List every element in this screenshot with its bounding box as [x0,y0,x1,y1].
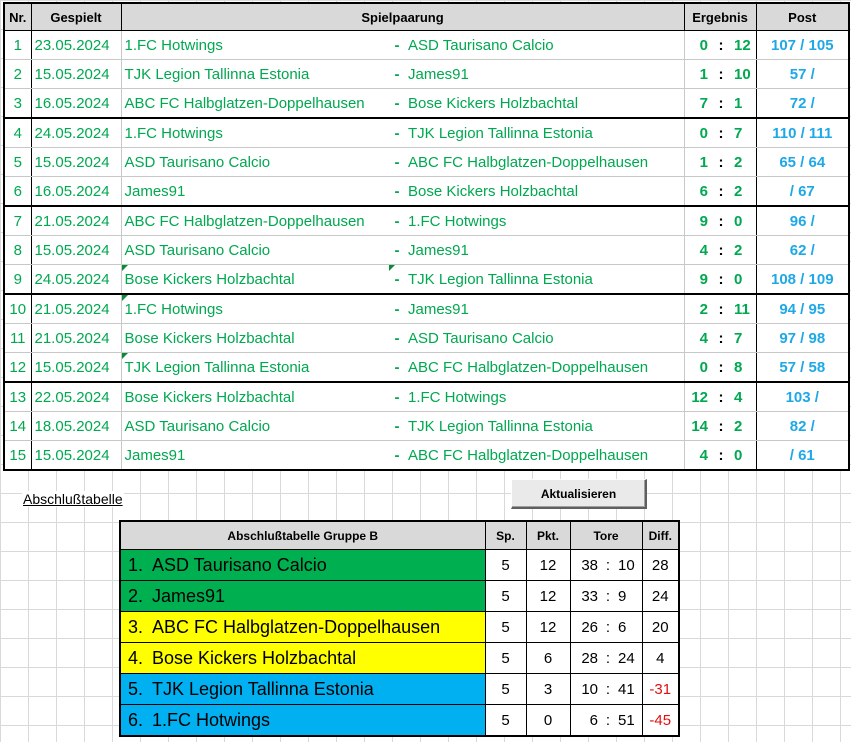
match-row [4,382,849,412]
score-colon: : [714,382,728,412]
match-date: 24.05.2024 [31,118,121,148]
home-goals: 14 [684,412,714,441]
games-played: 5 [485,612,526,643]
score-colon: : [714,89,728,119]
pairing-separator: - [389,31,405,60]
home-team: James91 [121,441,389,471]
home-team: 1.FC Hotwings [121,31,389,60]
match-row [4,148,849,177]
away-goals: 12 [728,31,756,60]
away-team: ABC FC Halbglatzen-Doppelhausen [405,353,684,383]
home-goals: 1 [684,60,714,89]
points: 6 [526,643,570,674]
standings-team-cell [120,674,485,705]
home-goals: 0 [684,31,714,60]
header-result: Ergebnis [684,3,756,31]
pairing-separator: - [389,353,405,383]
away-goals: 2 [728,412,756,441]
match-row [4,265,849,295]
away-team: 1.FC Hotwings [405,206,684,236]
match-number: 11 [4,324,31,353]
home-goals: 6 [684,177,714,207]
away-goals: 0 [728,441,756,471]
score-colon: : [714,353,728,383]
goals-against: 6 [614,612,642,643]
pairing-separator: - [389,177,405,207]
pairing-separator: - [389,118,405,148]
match-number: 3 [4,89,31,119]
score-colon: : [714,148,728,177]
away-goals: 2 [728,177,756,207]
post-ids: 107 / 105 [756,31,849,60]
pairing-separator: - [389,89,405,119]
points: 3 [526,674,570,705]
post-ids: 65 / 64 [756,148,849,177]
home-goals: 4 [684,236,714,265]
match-row [4,412,849,441]
goals-against: 51 [614,705,642,737]
match-number: 4 [4,118,31,148]
match-date: 24.05.2024 [31,265,121,295]
score-colon: : [714,412,728,441]
match-row [4,60,849,89]
goals-against: 10 [614,550,642,581]
abschlusstabelle-link[interactable]: Abschlußtabelle [23,491,123,507]
home-team: 1.FC Hotwings [121,118,389,148]
match-row [4,118,849,148]
post-ids: 96 / [756,206,849,236]
home-team: Bose Kickers Holzbachtal [121,382,389,412]
goals-colon: : [602,674,614,705]
post-ids: 82 / [756,412,849,441]
header-post: Post [756,3,849,31]
match-number: 8 [4,236,31,265]
score-colon: : [714,294,728,324]
header-pairing: Spielpaarung [121,3,684,31]
goal-difference: 20 [642,612,679,643]
home-team: TJK Legion Tallinna Estonia [121,353,389,383]
match-row [4,441,849,471]
standings-header-row [120,521,679,550]
match-row [4,206,849,236]
match-date: 15.05.2024 [31,236,121,265]
goals-colon: : [602,705,614,737]
match-date: 15.05.2024 [31,441,121,471]
standings-team-name: TJK Legion Tallinna Estonia [152,678,374,699]
header-tore: Tore [570,521,642,550]
home-team: 1.FC Hotwings [121,294,389,324]
match-number: 2 [4,60,31,89]
pairing-separator: - [389,294,405,324]
away-team: Bose Kickers Holzbachtal [405,89,684,119]
pairing-separator: - [389,324,405,353]
home-team: Bose Kickers Holzbachtal [121,265,389,295]
match-date: 21.05.2024 [31,206,121,236]
score-colon: : [714,441,728,471]
goals-colon: : [602,643,614,674]
away-goals: 2 [728,148,756,177]
home-goals: 9 [684,206,714,236]
score-colon: : [714,236,728,265]
goal-difference: -31 [642,674,679,705]
goals-colon: : [602,612,614,643]
standings-row [120,674,679,705]
pairing-separator: - [389,148,405,177]
goal-difference: -45 [642,705,679,737]
away-team: ABC FC Halbglatzen-Doppelhausen [405,148,684,177]
away-team: ASD Taurisano Calcio [405,31,684,60]
standings-team-cell [120,550,485,581]
away-team: James91 [405,294,684,324]
header-pkt: Pkt. [526,521,570,550]
goals-against: 24 [614,643,642,674]
home-goals: 7 [684,89,714,119]
goals-colon: : [602,550,614,581]
match-number: 5 [4,148,31,177]
standings-team-cell [120,705,485,737]
post-ids: 110 / 111 [756,118,849,148]
home-team: ASD Taurisano Calcio [121,148,389,177]
post-ids: 108 / 109 [756,265,849,295]
standings-team-name: 1.FC Hotwings [152,709,271,730]
post-ids: 62 / [756,236,849,265]
standings-team-name: James91 [152,585,226,606]
games-played: 5 [485,643,526,674]
match-number: 1 [4,31,31,60]
header-nr: Nr. [4,3,31,31]
match-date: 18.05.2024 [31,412,121,441]
away-team: TJK Legion Tallinna Estonia [405,118,684,148]
away-goals: 11 [728,294,756,324]
update-button[interactable]: Aktualisieren [511,479,647,509]
away-team: TJK Legion Tallinna Estonia [405,265,684,295]
games-played: 5 [485,674,526,705]
home-goals: 12 [684,382,714,412]
header-date: Gespielt [31,3,121,31]
games-played: 5 [485,705,526,737]
goal-difference: 4 [642,643,679,674]
pairing-separator: - [389,265,405,295]
standings-team-name: ASD Taurisano Calcio [152,554,327,575]
away-goals: 2 [728,236,756,265]
pairing-separator: - [389,206,405,236]
away-team: Bose Kickers Holzbachtal [405,177,684,207]
home-goals: 2 [684,294,714,324]
match-number: 14 [4,412,31,441]
points: 12 [526,581,570,612]
home-goals: 0 [684,118,714,148]
match-number: 6 [4,177,31,207]
match-date: 16.05.2024 [31,89,121,119]
goals-for: 38 [570,550,602,581]
post-ids: 94 / 95 [756,294,849,324]
score-colon: : [714,324,728,353]
goal-difference: 24 [642,581,679,612]
goals-colon: : [602,581,614,612]
standings-position: 4. [128,647,144,668]
score-colon: : [714,206,728,236]
home-goals: 4 [684,324,714,353]
matches-table [3,2,850,471]
match-number: 9 [4,265,31,295]
goals-for: 26 [570,612,602,643]
away-goals: 10 [728,60,756,89]
away-team: James91 [405,60,684,89]
pairing-separator: - [389,60,405,89]
standings-row [120,550,679,581]
away-team: ASD Taurisano Calcio [405,324,684,353]
pairing-separator: - [389,382,405,412]
post-ids: / 67 [756,177,849,207]
standings-team-cell [120,581,485,612]
score-colon: : [714,60,728,89]
match-date: 21.05.2024 [31,324,121,353]
home-goals: 1 [684,148,714,177]
pairing-separator: - [389,236,405,265]
match-row [4,294,849,324]
away-goals: 8 [728,353,756,383]
post-ids: 103 / [756,382,849,412]
standings-position: 2. [128,585,144,606]
score-colon: : [714,265,728,295]
post-ids: 97 / 98 [756,324,849,353]
match-row [4,177,849,207]
home-team: ASD Taurisano Calcio [121,412,389,441]
home-team: ABC FC Halbglatzen-Doppelhausen [121,89,389,119]
standings-position: 5. [128,678,144,699]
away-goals: 1 [728,89,756,119]
match-row [4,324,849,353]
home-team: ABC FC Halbglatzen-Doppelhausen [121,206,389,236]
away-team: ABC FC Halbglatzen-Doppelhausen [405,441,684,471]
match-row [4,236,849,265]
match-row [4,353,849,383]
standings-row [120,643,679,674]
standings-title: Abschlußtabelle Gruppe B [120,521,485,550]
match-date: 15.05.2024 [31,60,121,89]
home-goals: 9 [684,265,714,295]
away-goals: 7 [728,324,756,353]
standings-team-name: ABC FC Halbglatzen-Doppelhausen [152,616,441,637]
standings-team-name: Bose Kickers Holzbachtal [152,647,357,668]
standings-position: 6. [128,709,144,730]
post-ids: 72 / [756,89,849,119]
standings-position: 3. [128,616,144,637]
match-row [4,89,849,119]
match-date: 15.05.2024 [31,148,121,177]
match-row [4,31,849,60]
standings-row [120,581,679,612]
match-date: 16.05.2024 [31,177,121,207]
score-colon: : [714,31,728,60]
match-date: 15.05.2024 [31,353,121,383]
away-team: TJK Legion Tallinna Estonia [405,412,684,441]
header-sp: Sp. [485,521,526,550]
match-date: 22.05.2024 [31,382,121,412]
matches-header-row [4,3,849,31]
match-date: 21.05.2024 [31,294,121,324]
points: 12 [526,612,570,643]
header-diff: Diff. [642,521,679,550]
home-team: ASD Taurisano Calcio [121,236,389,265]
pairing-separator: - [389,412,405,441]
away-goals: 7 [728,118,756,148]
goals-for: 10 [570,674,602,705]
points: 0 [526,705,570,737]
pairing-separator: - [389,441,405,471]
standings-team-cell [120,643,485,674]
home-goals: 4 [684,441,714,471]
post-ids: 57 / [756,60,849,89]
goals-for: 6 [570,705,602,737]
standings-table [119,520,680,737]
standings-row [120,705,679,737]
standings-team-cell [120,612,485,643]
goals-against: 41 [614,674,642,705]
home-team: Bose Kickers Holzbachtal [121,324,389,353]
goals-for: 28 [570,643,602,674]
match-number: 12 [4,353,31,383]
match-number: 7 [4,206,31,236]
home-team: James91 [121,177,389,207]
away-goals: 0 [728,265,756,295]
match-number: 10 [4,294,31,324]
match-number: 13 [4,382,31,412]
games-played: 5 [485,550,526,581]
match-number: 15 [4,441,31,471]
away-team: 1.FC Hotwings [405,382,684,412]
score-colon: : [714,118,728,148]
games-played: 5 [485,581,526,612]
post-ids: 57 / 58 [756,353,849,383]
away-goals: 4 [728,382,756,412]
match-date: 23.05.2024 [31,31,121,60]
points: 12 [526,550,570,581]
goals-for: 33 [570,581,602,612]
home-team: TJK Legion Tallinna Estonia [121,60,389,89]
standings-row [120,612,679,643]
standings-position: 1. [128,554,144,575]
home-goals: 0 [684,353,714,383]
goals-against: 9 [614,581,642,612]
goal-difference: 28 [642,550,679,581]
score-colon: : [714,177,728,207]
post-ids: / 61 [756,441,849,471]
away-team: James91 [405,236,684,265]
away-goals: 0 [728,206,756,236]
